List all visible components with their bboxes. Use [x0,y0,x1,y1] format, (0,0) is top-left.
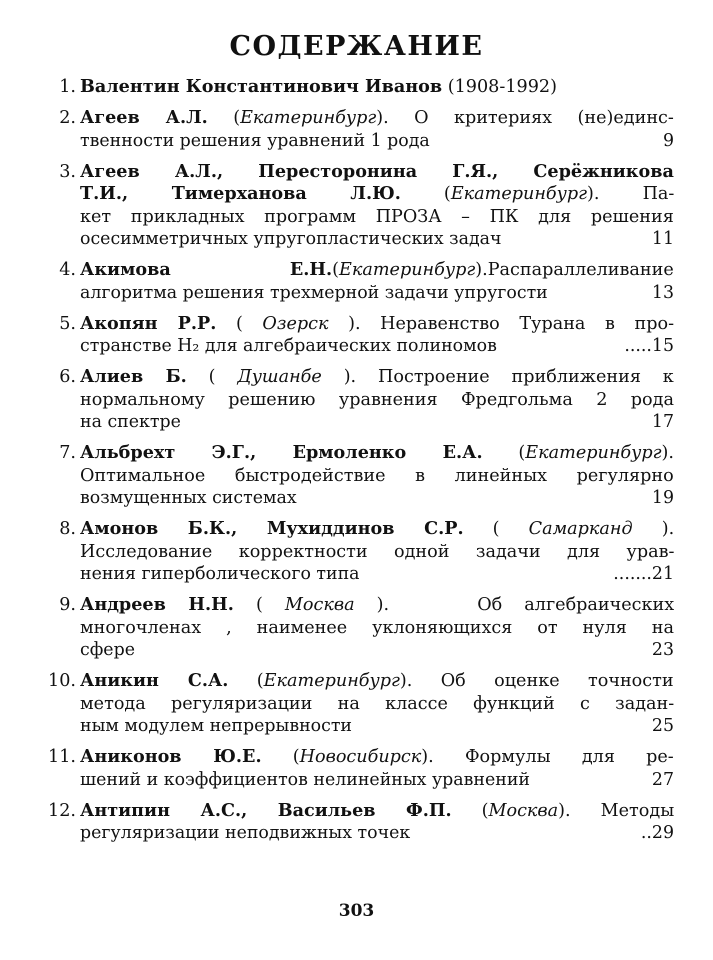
entry-authors: Валентин Константинович Иванов [80,76,443,97]
entry-text [80,161,674,184]
entry-line [80,259,674,282]
contents-entry [44,670,674,738]
entry-line [80,76,674,99]
entry-city: Екатеринбург [450,184,588,204]
entry-number: 6. [59,367,76,387]
page-number: 303 [338,901,375,921]
page-title: СОДЕРЖАНИЕ [229,31,484,62]
entry-number: 11. [48,747,76,767]
entry-title-text: ). Методы [558,800,675,821]
entry-title-text: ). Формулы для ре- [421,747,674,767]
entry-text [80,313,674,336]
entry-number: 5. [59,313,76,334]
contents-entry [44,76,674,99]
entry-punct: ( [207,108,241,128]
entry-authors: Акимова Е.Н. [80,259,333,280]
entry-punct: ( [261,747,300,767]
entry-text [80,800,674,823]
entry-text [80,206,674,229]
contents-entry [44,746,674,791]
entry-title-text: ). [661,443,674,463]
entry-number: 4. [59,260,76,280]
entry-authors: Агеев А.Л. [80,107,208,128]
entry-number: 12. [48,800,76,821]
entry-line [80,541,674,564]
entry-line [80,563,674,586]
entry-title-text: (1908-1992) [442,77,557,97]
entry-title-text: на спектре [80,412,181,432]
entry-text [80,715,652,738]
entry-line [80,617,674,640]
entry-text [80,130,663,153]
entry-title-text: ). Об оценке точности [399,671,674,691]
entry-city: Екатеринбург [339,260,476,280]
entry-page-number: 27 [651,769,674,790]
entry-line [80,639,674,662]
entry-city: Озерск [262,313,329,334]
entry-city: Душанбе [237,367,322,387]
entry-text [80,76,557,99]
entry-city: Москва [488,800,559,821]
entry-authors: Акопян Р.Р. [80,312,217,334]
entry-punct: ( [228,671,264,691]
entry-text [80,639,652,662]
entry-punct: ( [463,519,529,539]
entry-punct: ( [233,595,285,615]
entry-line [80,228,674,251]
entry-title-text: странстве H₂ для алгебраических полиномов [80,336,497,356]
entry-number: 7. [59,443,76,463]
entry-authors: Андреев Н.Н. [80,594,234,615]
entry-number: 10. [48,671,76,691]
entry-text [80,259,674,282]
contents-entry [44,366,674,434]
entry-line [80,161,674,184]
entry-text [80,335,624,358]
entry-text [80,465,674,488]
entry-line [80,800,674,823]
entry-title-text: нения гиперболического типа [80,564,360,584]
entry-line [80,130,674,153]
entry-authors: Аникин С.А. [80,670,229,691]
entry-authors: Антипин А.С., Васильев Ф.П. [80,799,452,821]
entry-page-number: 13 [651,282,674,303]
entry-title-text: многочленах , наименее уклоняющихся от нуля на [80,617,675,638]
entry-line [80,206,674,229]
entry-line [80,487,674,510]
entry-text [80,366,674,389]
entry-text [80,541,674,564]
entry-page-number: ..29 [640,823,674,843]
entry-punct: ( [451,800,489,821]
entry-text [80,107,674,130]
entry-authors: Т.И., Тимерханова Л.Ю. [80,183,401,204]
entry-number: 2. [59,108,76,128]
entry-line [80,769,674,792]
entry-city: Москва [284,595,355,615]
entry-title-text: регуляризации неподвижных точек [80,823,411,843]
contents-entry [44,259,674,304]
entry-page-number: .......21 [613,564,674,584]
entry-title-text: нормальному решению уравнения Фредгольма 2 рода [80,389,674,410]
entry-title-text: метода регуляризации на классе функций с задан- [80,693,675,714]
entry-line [80,465,674,488]
entry-page-number: 17 [651,412,674,432]
entry-line [80,594,674,617]
entry-text [80,746,674,769]
entry-number: 9. [59,595,76,615]
entry-line [80,366,674,389]
entry-title-text: ). Неравенство Турана в про- [328,313,675,334]
entry-page-number: .....15 [624,336,674,356]
entry-line [80,313,674,336]
contents-entry [44,518,674,586]
entry-line [80,715,674,738]
entry-punct: ( [216,313,263,334]
entry-line [80,389,674,412]
entry-title-text: ).Распараллеливание [475,260,674,280]
entry-line [80,670,674,693]
entry-authors: Амонов Б.К., Мухиддинов С.Р. [80,518,464,539]
entry-title-text: Оптимальное быстродействие в линейных регулярно [80,465,674,486]
entry-title-text: ). Па- [587,184,675,204]
entry-line [80,746,674,769]
entry-title-text: осесимметричных упругопластических задач [80,229,502,249]
entry-title-text: сфере [80,640,135,660]
entry-text [80,389,674,412]
entry-title-text: ). О критериях (не)единс- [376,108,674,128]
entry-text [80,693,674,716]
entry-page-number: 25 [651,716,674,736]
entry-authors: Агеев А.Л., Пересторонина Г.Я., Серёжникова [80,160,674,182]
contents-entry [44,594,674,662]
entry-authors: Аниконов Ю.Е. [80,746,262,767]
entry-page-number: 9 [662,130,674,151]
entry-title-text: шений и коэффициентов нелинейных уравнений [80,769,530,790]
contents-entry [44,313,674,358]
entry-title-text: ным модулем непрерывности [80,716,353,736]
entry-page-number: 19 [651,488,674,508]
entry-line [80,335,674,358]
contents-entry [44,442,674,510]
entry-line [80,282,674,305]
entry-number: 1. [59,77,76,97]
entry-title-text: кет прикладных программ ПРОЗА – ПК для решения [80,206,674,227]
contents-entry [44,800,674,845]
entry-line [80,183,674,206]
entry-punct: ( [482,443,526,463]
entry-line [80,107,674,130]
entry-text [80,563,613,586]
entry-line [80,442,674,465]
entry-city: Самарканд [528,519,633,539]
entry-text [80,769,652,792]
entry-title-text: ). Об алгебраических [354,595,675,615]
entry-title-text: возмущенных системах [80,488,297,508]
entry-text [80,228,652,251]
entry-line [80,518,674,541]
entry-authors: Альбрехт Э.Г., Ермоленко Е.А. [80,442,483,463]
entry-line [80,411,674,434]
entry-line [80,822,674,845]
entry-page-number: 11 [651,229,674,249]
entry-text [80,442,674,465]
entry-text [80,518,674,541]
entry-text [80,617,674,640]
entry-title-text: ). Построение приближения к [321,367,674,387]
entry-city: Екатеринбург [263,671,400,691]
contents-entry [44,107,674,152]
contents-entry [44,161,674,251]
entry-number: 8. [59,519,76,539]
entry-line [80,693,674,716]
entry-authors: Алиев Б. [80,366,187,387]
entry-number: 3. [59,161,76,182]
entry-city: Екатеринбург [240,108,377,128]
entry-title-text: ). [632,519,675,539]
entry-title-text: алгоритма решения трехмерной задачи упругости [80,282,548,303]
entry-text [80,282,652,305]
entry-city: Новосибирск [299,747,422,767]
entry-text [80,411,652,434]
entry-city: Екатеринбург [525,443,662,463]
entry-text [80,183,674,206]
entry-title-text: Исследование корректности одной задачи для урав- [80,541,675,562]
contents-list [44,76,674,853]
entry-text [80,594,674,617]
entry-text [80,670,674,693]
entry-page-number: 23 [651,640,674,660]
entry-text [80,487,652,510]
entry-punct: ( [186,367,238,387]
entry-title-text: твенности решения уравнений 1 рода [80,130,430,151]
entry-text [80,822,641,845]
entry-punct: ( [332,260,340,280]
entry-punct: ( [400,184,451,204]
